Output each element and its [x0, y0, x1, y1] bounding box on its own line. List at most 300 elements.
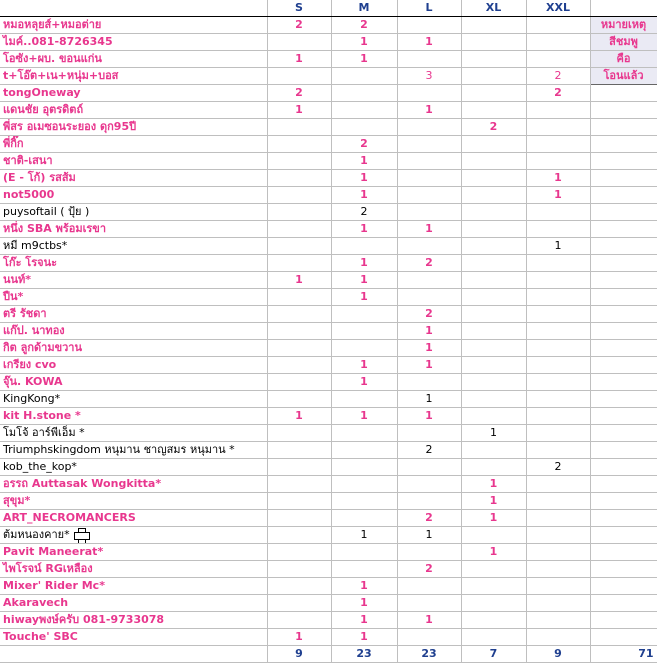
size-xxl-cell[interactable] [526, 204, 590, 221]
size-l-cell[interactable]: 1 [397, 612, 461, 629]
size-xxl-cell[interactable] [526, 442, 590, 459]
size-l-cell[interactable]: 1 [397, 391, 461, 408]
size-m-cell[interactable]: 1 [331, 34, 397, 51]
size-xxl-cell[interactable]: 1 [526, 238, 590, 255]
size-m-cell[interactable]: 1 [331, 255, 397, 272]
size-s-cell[interactable] [267, 255, 331, 272]
grand-total-cell[interactable]: 71 [590, 646, 657, 663]
size-xxl-cell[interactable] [526, 578, 590, 595]
customer-name-cell[interactable] [0, 493, 267, 510]
size-s-cell[interactable] [267, 442, 331, 459]
size-s-cell[interactable] [267, 493, 331, 510]
size-xl-cell[interactable] [461, 374, 526, 391]
note-cell[interactable] [590, 391, 657, 408]
size-xl-cell[interactable] [461, 561, 526, 578]
header-size-s[interactable]: S [267, 0, 331, 17]
size-m-cell[interactable]: 1 [331, 374, 397, 391]
size-xl-cell[interactable] [461, 170, 526, 187]
customer-name-cell[interactable] [0, 323, 267, 340]
size-xxl-cell[interactable] [526, 323, 590, 340]
size-m-cell[interactable] [331, 323, 397, 340]
size-l-cell[interactable] [397, 153, 461, 170]
size-m-cell[interactable]: 1 [331, 187, 397, 204]
size-s-cell[interactable] [267, 221, 331, 238]
size-xl-cell[interactable]: 1 [461, 510, 526, 527]
size-xl-cell[interactable] [461, 272, 526, 289]
size-s-cell[interactable] [267, 357, 331, 374]
size-xl-cell[interactable] [461, 306, 526, 323]
size-s-cell[interactable]: 2 [267, 17, 331, 34]
size-xl-cell[interactable] [461, 289, 526, 306]
size-l-cell[interactable]: 2 [397, 561, 461, 578]
size-xxl-cell[interactable]: 1 [526, 170, 590, 187]
size-xxl-cell[interactable] [526, 357, 590, 374]
size-xxl-cell[interactable] [526, 527, 590, 544]
customer-name-cell[interactable] [0, 544, 267, 561]
customer-name-cell[interactable] [0, 374, 267, 391]
size-xxl-cell[interactable] [526, 221, 590, 238]
size-l-cell[interactable] [397, 595, 461, 612]
size-m-cell[interactable] [331, 119, 397, 136]
size-l-cell[interactable] [397, 425, 461, 442]
header-name-cell[interactable] [0, 0, 267, 17]
customer-name-cell[interactable] [0, 459, 267, 476]
customer-name-cell[interactable] [0, 340, 267, 357]
size-l-cell[interactable]: 2 [397, 442, 461, 459]
customer-name-cell[interactable] [0, 408, 267, 425]
customer-name-cell[interactable] [0, 68, 267, 85]
note-cell[interactable] [590, 527, 657, 544]
size-l-cell[interactable]: 2 [397, 255, 461, 272]
size-l-cell[interactable] [397, 204, 461, 221]
size-m-cell[interactable]: 2 [331, 136, 397, 153]
size-m-cell[interactable] [331, 340, 397, 357]
size-xxl-cell[interactable] [526, 51, 590, 68]
size-xl-cell[interactable] [461, 51, 526, 68]
payment-note-cell[interactable]: โอนแล้ว [590, 68, 657, 85]
customer-name-cell[interactable] [0, 187, 267, 204]
size-s-cell[interactable]: 1 [267, 408, 331, 425]
header-note-cell[interactable] [590, 0, 657, 17]
size-xl-cell[interactable]: 1 [461, 476, 526, 493]
size-l-cell[interactable] [397, 136, 461, 153]
header-row [0, 0, 657, 17]
size-xxl-cell[interactable] [526, 561, 590, 578]
table-row [0, 272, 657, 289]
customer-name-cell[interactable] [0, 527, 267, 544]
customer-name-cell[interactable] [0, 17, 267, 34]
customer-name-cell[interactable] [0, 85, 267, 102]
note-cell[interactable] [590, 408, 657, 425]
size-xxl-cell[interactable] [526, 629, 590, 646]
size-m-cell[interactable] [331, 85, 397, 102]
size-l-cell[interactable]: 1 [397, 357, 461, 374]
note-cell[interactable] [590, 238, 657, 255]
customer-name-cell[interactable] [0, 612, 267, 629]
size-s-cell[interactable] [267, 578, 331, 595]
size-xl-cell[interactable] [461, 323, 526, 340]
size-xl-cell[interactable] [461, 527, 526, 544]
table-row [0, 68, 657, 85]
customer-name-cell[interactable] [0, 136, 267, 153]
size-xxl-cell[interactable] [526, 544, 590, 561]
size-m-cell[interactable]: 1 [331, 578, 397, 595]
size-m-cell[interactable] [331, 442, 397, 459]
size-m-cell[interactable]: 1 [331, 289, 397, 306]
size-xxl-cell[interactable] [526, 391, 590, 408]
note-cell[interactable] [590, 510, 657, 527]
customer-name: hiwayพงษ์ครับ 081-9733078 [3, 613, 165, 626]
size-l-cell[interactable] [397, 289, 461, 306]
size-m-cell[interactable]: 1 [331, 527, 397, 544]
size-xl-cell[interactable] [461, 102, 526, 119]
size-l-cell[interactable] [397, 51, 461, 68]
note-cell[interactable] [590, 187, 657, 204]
size-m-cell[interactable]: 1 [331, 170, 397, 187]
note-cell[interactable] [590, 544, 657, 561]
size-m-cell[interactable]: 1 [331, 595, 397, 612]
customer-name-cell[interactable] [0, 561, 267, 578]
size-m-cell[interactable] [331, 425, 397, 442]
note-cell[interactable] [590, 442, 657, 459]
size-xl-cell[interactable] [461, 34, 526, 51]
customer-name-cell[interactable] [0, 442, 267, 459]
customer-name-cell[interactable] [0, 221, 267, 238]
size-xxl-cell[interactable] [526, 595, 590, 612]
table-row [0, 578, 657, 595]
size-xxl-cell[interactable] [526, 17, 590, 34]
size-s-cell[interactable]: 1 [267, 102, 331, 119]
size-xl-cell[interactable] [461, 612, 526, 629]
size-xl-cell[interactable]: 1 [461, 544, 526, 561]
size-xl-cell[interactable] [461, 17, 526, 34]
size-s-cell[interactable] [267, 527, 331, 544]
size-s-cell[interactable] [267, 544, 331, 561]
size-m-cell[interactable]: 1 [331, 51, 397, 68]
customer-name-cell[interactable] [0, 578, 267, 595]
size-l-cell[interactable]: 1 [397, 527, 461, 544]
payment-note-cell[interactable]: คือ [590, 51, 657, 68]
note-cell[interactable] [590, 459, 657, 476]
customer-name-cell[interactable] [0, 357, 267, 374]
total-s-cell[interactable]: 9 [267, 646, 331, 663]
customer-name-cell[interactable] [0, 476, 267, 493]
size-xl-cell[interactable] [461, 340, 526, 357]
size-xl-cell[interactable]: 1 [461, 493, 526, 510]
note-cell[interactable] [590, 357, 657, 374]
size-xxl-cell[interactable] [526, 510, 590, 527]
size-xl-cell[interactable] [461, 357, 526, 374]
size-l-cell[interactable] [397, 578, 461, 595]
size-l-cell[interactable] [397, 493, 461, 510]
size-xl-cell[interactable]: 2 [461, 119, 526, 136]
customer-name: Akaravech [3, 596, 69, 609]
size-l-cell[interactable] [397, 544, 461, 561]
size-xxl-cell[interactable]: 2 [526, 459, 590, 476]
size-s-cell[interactable] [267, 238, 331, 255]
note-cell[interactable] [590, 119, 657, 136]
size-xxl-cell[interactable]: 2 [526, 68, 590, 85]
size-xxl-cell[interactable] [526, 272, 590, 289]
size-xl-cell[interactable] [461, 595, 526, 612]
header-size-m[interactable]: M [331, 0, 397, 17]
note-cell[interactable] [590, 255, 657, 272]
size-s-cell[interactable] [267, 612, 331, 629]
table-row [0, 323, 657, 340]
customer-name: Pavit Maneerat* [3, 545, 104, 558]
customer-name-cell[interactable] [0, 425, 267, 442]
size-l-cell[interactable] [397, 85, 461, 102]
size-xxl-cell[interactable] [526, 425, 590, 442]
customer-name: พี่กิ๊ก [3, 137, 24, 150]
note-cell[interactable] [590, 204, 657, 221]
size-m-cell[interactable]: 1 [331, 153, 397, 170]
size-s-cell[interactable]: 1 [267, 51, 331, 68]
size-m-cell[interactable] [331, 306, 397, 323]
payment-note-cell[interactable]: หมายเหตุ [590, 17, 657, 34]
size-m-cell[interactable] [331, 493, 397, 510]
size-m-cell[interactable] [331, 544, 397, 561]
table-row [0, 289, 657, 306]
customer-name-cell[interactable] [0, 204, 267, 221]
note-cell[interactable] [590, 629, 657, 646]
size-s-cell[interactable] [267, 204, 331, 221]
customer-name-cell[interactable] [0, 238, 267, 255]
size-s-cell[interactable] [267, 561, 331, 578]
customer-name-cell[interactable] [0, 510, 267, 527]
customer-name: โก๊ะ โรจนะ [3, 256, 57, 269]
note-cell[interactable] [590, 561, 657, 578]
size-xxl-cell[interactable] [526, 476, 590, 493]
size-m-cell[interactable]: 1 [331, 629, 397, 646]
size-xxl-cell[interactable] [526, 119, 590, 136]
size-l-cell[interactable] [397, 17, 461, 34]
size-xl-cell[interactable] [461, 238, 526, 255]
size-l-cell[interactable]: 1 [397, 323, 461, 340]
note-cell[interactable] [590, 306, 657, 323]
size-xl-cell[interactable] [461, 391, 526, 408]
size-l-cell[interactable]: 1 [397, 34, 461, 51]
payment-note-cell[interactable]: สีชมพู [590, 34, 657, 51]
size-s-cell[interactable]: 1 [267, 272, 331, 289]
size-s-cell[interactable] [267, 119, 331, 136]
size-xl-cell[interactable] [461, 187, 526, 204]
size-l-cell[interactable] [397, 119, 461, 136]
size-xxl-cell[interactable] [526, 374, 590, 391]
size-s-cell[interactable] [267, 187, 331, 204]
size-xxl-cell[interactable] [526, 612, 590, 629]
size-s-cell[interactable]: 2 [267, 85, 331, 102]
note-cell[interactable] [590, 493, 657, 510]
note-cell[interactable] [590, 595, 657, 612]
size-xl-cell[interactable] [461, 442, 526, 459]
size-xl-cell[interactable] [461, 68, 526, 85]
size-xxl-cell[interactable] [526, 493, 590, 510]
size-l-cell[interactable]: 1 [397, 221, 461, 238]
size-xl-cell[interactable] [461, 629, 526, 646]
size-xxl-cell[interactable] [526, 153, 590, 170]
customer-name: puysoftail ( ปุ้ย ) [3, 205, 90, 218]
size-l-cell[interactable]: 1 [397, 408, 461, 425]
total-l-cell[interactable]: 23 [397, 646, 461, 663]
size-s-cell[interactable] [267, 459, 331, 476]
customer-name-cell[interactable] [0, 170, 267, 187]
note-cell[interactable] [590, 374, 657, 391]
total-xxl-cell[interactable]: 9 [526, 646, 590, 663]
customer-name-cell[interactable] [0, 595, 267, 612]
customer-name: Touche' SBC [3, 630, 78, 643]
size-s-cell[interactable]: 1 [267, 629, 331, 646]
size-xl-cell[interactable] [461, 578, 526, 595]
table-row [0, 493, 657, 510]
size-s-cell[interactable] [267, 136, 331, 153]
size-s-cell[interactable] [267, 68, 331, 85]
size-l-cell[interactable]: 2 [397, 306, 461, 323]
size-m-cell[interactable]: 1 [331, 408, 397, 425]
size-xl-cell[interactable] [461, 204, 526, 221]
size-s-cell[interactable] [267, 289, 331, 306]
size-l-cell[interactable] [397, 170, 461, 187]
size-xxl-cell[interactable]: 1 [526, 187, 590, 204]
customer-name: ตรี รัชดา [3, 307, 47, 320]
size-l-cell[interactable] [397, 272, 461, 289]
note-cell[interactable] [590, 612, 657, 629]
note-cell[interactable] [590, 102, 657, 119]
size-m-cell[interactable] [331, 68, 397, 85]
customer-name-cell[interactable] [0, 51, 267, 68]
size-xxl-cell[interactable] [526, 306, 590, 323]
size-l-cell[interactable] [397, 374, 461, 391]
note-cell[interactable] [590, 136, 657, 153]
size-l-cell[interactable] [397, 629, 461, 646]
note-cell[interactable] [590, 340, 657, 357]
size-m-cell[interactable] [331, 459, 397, 476]
note-cell[interactable] [590, 153, 657, 170]
table-row [0, 170, 657, 187]
size-m-cell[interactable] [331, 510, 397, 527]
customer-name-cell[interactable] [0, 255, 267, 272]
table-row [0, 510, 657, 527]
size-l-cell[interactable] [397, 476, 461, 493]
header-size-l[interactable]: L [397, 0, 461, 17]
size-s-cell[interactable] [267, 595, 331, 612]
size-m-cell[interactable]: 2 [331, 204, 397, 221]
header-size-xl[interactable]: XL [461, 0, 526, 17]
note-cell[interactable] [590, 476, 657, 493]
size-s-cell[interactable] [267, 510, 331, 527]
size-l-cell[interactable]: 3 [397, 68, 461, 85]
customer-name-cell[interactable] [0, 289, 267, 306]
table-row [0, 136, 657, 153]
size-m-cell[interactable]: 1 [331, 272, 397, 289]
customer-name-cell[interactable] [0, 629, 267, 646]
note-cell[interactable] [590, 85, 657, 102]
size-m-cell[interactable] [331, 102, 397, 119]
size-m-cell[interactable]: 2 [331, 17, 397, 34]
size-m-cell[interactable]: 1 [331, 612, 397, 629]
size-s-cell[interactable] [267, 340, 331, 357]
size-xxl-cell[interactable] [526, 34, 590, 51]
size-xl-cell[interactable] [461, 153, 526, 170]
size-xxl-cell[interactable]: 2 [526, 85, 590, 102]
customer-name: Triumphskingdom หนุมาน ชาญสมร หนุมาน * [3, 443, 235, 456]
size-m-cell[interactable]: 1 [331, 221, 397, 238]
customer-name: (E - โก้) รสส้ม [3, 171, 76, 184]
size-s-cell[interactable] [267, 153, 331, 170]
size-s-cell[interactable] [267, 374, 331, 391]
size-m-cell[interactable] [331, 238, 397, 255]
size-xl-cell[interactable] [461, 221, 526, 238]
total-m-cell[interactable]: 23 [331, 646, 397, 663]
size-l-cell[interactable] [397, 187, 461, 204]
size-xl-cell[interactable] [461, 459, 526, 476]
customer-name-cell[interactable] [0, 153, 267, 170]
size-s-cell[interactable] [267, 425, 331, 442]
customer-name-cell[interactable] [0, 119, 267, 136]
size-xxl-cell[interactable] [526, 289, 590, 306]
size-l-cell[interactable]: 1 [397, 102, 461, 119]
note-cell[interactable] [590, 170, 657, 187]
customer-name-cell[interactable] [0, 306, 267, 323]
size-l-cell[interactable] [397, 238, 461, 255]
total-xl-cell[interactable]: 7 [461, 646, 526, 663]
size-m-cell[interactable]: 1 [331, 357, 397, 374]
customer-name: kob_the_kop* [3, 460, 77, 473]
size-l-cell[interactable]: 1 [397, 340, 461, 357]
size-m-cell[interactable] [331, 561, 397, 578]
customer-name: kit H.stone * [3, 409, 81, 422]
customer-name: จุ๊น. KOWA [3, 375, 63, 388]
note-cell[interactable] [590, 289, 657, 306]
size-s-cell[interactable] [267, 306, 331, 323]
size-xl-cell[interactable] [461, 85, 526, 102]
size-xxl-cell[interactable] [526, 102, 590, 119]
size-m-cell[interactable] [331, 476, 397, 493]
size-m-cell[interactable] [331, 391, 397, 408]
note-cell[interactable] [590, 221, 657, 238]
note-cell[interactable] [590, 323, 657, 340]
note-cell[interactable] [590, 578, 657, 595]
totals-label-cell[interactable] [0, 646, 267, 663]
size-s-cell[interactable] [267, 476, 331, 493]
size-xxl-cell[interactable] [526, 136, 590, 153]
size-xl-cell[interactable]: 1 [461, 425, 526, 442]
note-cell[interactable] [590, 425, 657, 442]
size-l-cell[interactable]: 2 [397, 510, 461, 527]
customer-name-cell[interactable] [0, 102, 267, 119]
customer-name: ต้มหนองคาย* [3, 528, 70, 541]
size-s-cell[interactable] [267, 170, 331, 187]
size-xl-cell[interactable] [461, 136, 526, 153]
table-row [0, 374, 657, 391]
size-xl-cell[interactable] [461, 255, 526, 272]
header-size-xxl[interactable]: XXL [526, 0, 590, 17]
size-xxl-cell[interactable] [526, 255, 590, 272]
customer-name-cell[interactable] [0, 34, 267, 51]
size-s-cell[interactable] [267, 34, 331, 51]
table-row [0, 425, 657, 442]
customer-name: อรรถ Auttasak Wongkitta* [3, 477, 162, 490]
note-cell[interactable] [590, 272, 657, 289]
size-xxl-cell[interactable] [526, 340, 590, 357]
size-s-cell[interactable] [267, 323, 331, 340]
size-xxl-cell[interactable] [526, 408, 590, 425]
size-s-cell[interactable] [267, 391, 331, 408]
size-l-cell[interactable] [397, 459, 461, 476]
customer-name-cell[interactable] [0, 272, 267, 289]
size-xl-cell[interactable] [461, 408, 526, 425]
customer-name-cell[interactable] [0, 391, 267, 408]
